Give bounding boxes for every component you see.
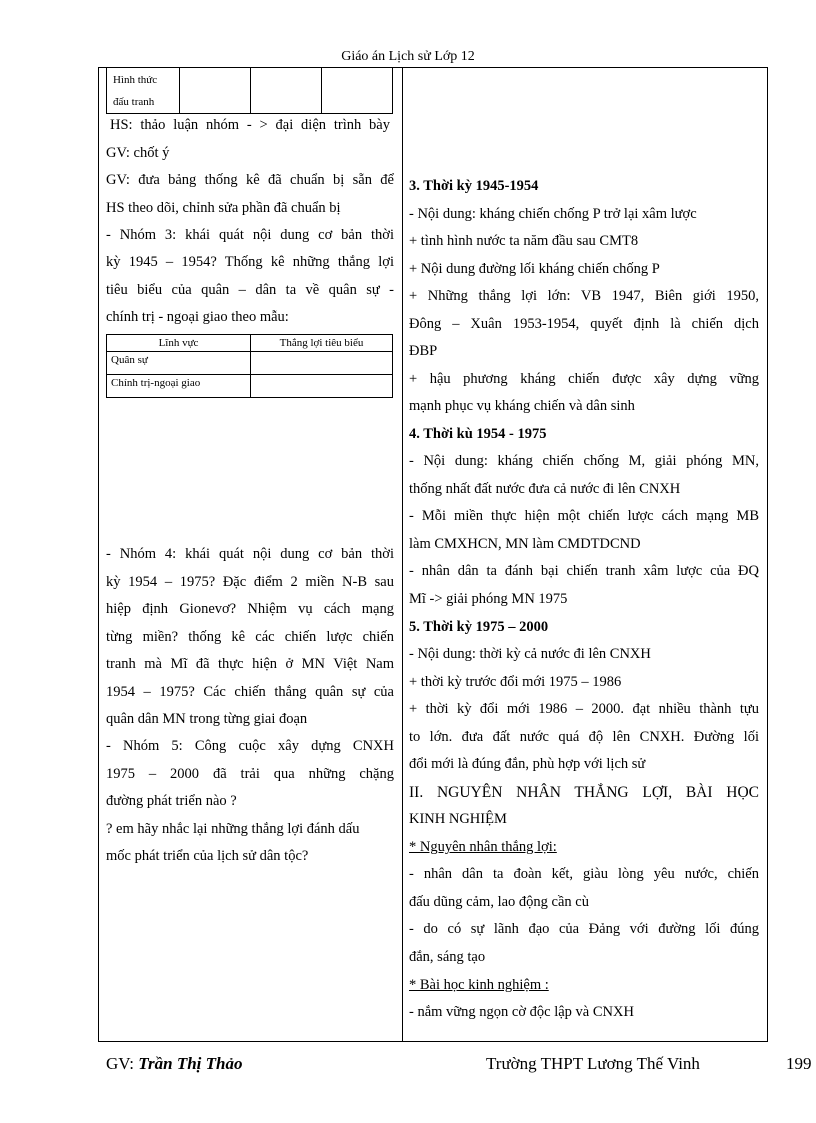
left-line: kỳ 1945 – 1954? Thống kê những thắng lợi xyxy=(106,254,394,270)
left-line: chính trị - ngoại giao theo mẫu: xyxy=(106,309,289,325)
right-line: + Những thắng lợi lớn: VB 1947, Biên giới 1950, xyxy=(409,288,759,304)
left-line: tranh mà Mĩ đã thực hiện ở MN Việt Nam xyxy=(106,656,394,672)
section-heading: 5. Thời kỳ 1975 – 2000 xyxy=(409,619,549,635)
left-line: GV: chốt ý xyxy=(106,145,170,161)
page-header-title: Giáo án Lịch sử Lớp 12 xyxy=(341,49,475,64)
subheading-causes: * Nguyên nhân thắng lợi: xyxy=(409,839,557,855)
left-line: HS: thảo luận nhóm - > đại diện trình bày xyxy=(110,117,390,133)
right-line: - nắm vững ngọn cờ độc lập và CNXH xyxy=(409,1004,634,1020)
victory-table-header: Thắng lợi tiêu biểu xyxy=(251,335,393,352)
right-line: - nhân dân ta đoàn kết, giàu lòng yêu nước, chiến xyxy=(409,866,759,882)
right-line: - Mỗi miền thực hiện một chiến lược cách mạng MB xyxy=(409,508,759,524)
right-line: - nhân dân ta đánh bại chiến tranh xâm lược của ĐQ xyxy=(409,563,759,579)
right-line: đổi mới là đúng đắn, phù hợp với lịch sử xyxy=(409,756,646,772)
left-line: hiệp định Gionevơ? Nhiệm vụ cách mạng xyxy=(106,601,394,617)
victory-table-row-label: Quân sự xyxy=(107,352,251,375)
footer-page-number: 199 xyxy=(786,1054,812,1073)
left-line: từng miền? thống kê các chiến lược chiến xyxy=(106,629,394,645)
left-line: - Nhóm 3: khái quát nội dung cơ bản thời xyxy=(106,227,394,243)
victory-table xyxy=(106,334,393,398)
right-line: to lớn. đưa đất nước quá độ lên CNXH. Đường lối xyxy=(409,729,759,745)
left-line: kỳ 1954 – 1975? Đặc điểm 2 miền N-B sau xyxy=(106,574,394,590)
top-table-label-2: đấu tranh xyxy=(113,96,155,108)
right-line: thống nhất đất nước đưa cả nước đi lên CNXH xyxy=(409,481,681,497)
section-heading: 3. Thời kỳ 1945-1954 xyxy=(409,178,539,194)
right-line: làm CMXHCN, MN làm CMDTDCND xyxy=(409,536,641,552)
footer-teacher xyxy=(106,1054,243,1074)
left-line: tiêu biểu của quân – dân ta về quân sự - xyxy=(106,282,394,298)
right-line: đắn, sáng tạo xyxy=(409,949,486,965)
left-line: quân dân MN trong từng giai đoạn xyxy=(106,711,308,727)
right-line: + thời kỳ trước đổi mới 1975 – 1986 xyxy=(409,674,622,690)
left-line: ? em hãy nhắc lại những thắng lợi đánh dấu xyxy=(106,821,360,837)
right-line: Mĩ -> giải phóng MN 1975 xyxy=(409,591,568,607)
footer-gv-label: GV: xyxy=(106,1054,135,1073)
right-line: + tình hình nước ta năm đầu sau CMT8 xyxy=(409,233,639,249)
footer-teacher-name: Trần Thị Thảo xyxy=(138,1054,243,1073)
right-line: + Nội dung đường lối kháng chiến chống P xyxy=(409,261,660,277)
left-line: GV: đưa bảng thống kê đã chuẩn bị sẵn để xyxy=(106,172,394,188)
right-line: ĐBP xyxy=(409,343,438,359)
right-line: đấu dũng cảm, lao động cần cù xyxy=(409,894,589,910)
left-line: - Nhóm 4: khái quát nội dung cơ bản thời xyxy=(106,546,394,562)
left-line: 1975 – 2000 đã trải qua những chặng xyxy=(106,766,394,782)
victory-table-cell xyxy=(251,352,393,375)
section-heading: II. NGUYÊN NHÂN THẮNG LỢI, BÀI HỌC xyxy=(409,784,759,801)
left-line: mốc phát triển của lịch sử dân tộc? xyxy=(106,848,309,864)
right-line: - Nội dung: thời kỳ cả nước đi lên CNXH xyxy=(409,646,651,662)
right-line: Đông – Xuân 1953-1954, quyết định là chiến dịch xyxy=(409,316,759,332)
right-line: - do có sự lãnh đạo của Đảng với đường lối đúng xyxy=(409,921,759,937)
right-line: mạnh phục vụ kháng chiến và dân sinh xyxy=(409,398,635,414)
footer-school: Trường THPT Lương Thế Vinh xyxy=(486,1054,700,1073)
right-line: - Nội dung: kháng chiến chống M, giải phóng MN, xyxy=(409,453,759,469)
subheading-lessons: * Bài học kinh nghiệm : xyxy=(409,977,549,993)
left-line: - Nhóm 5: Công cuộc xây dựng CNXH xyxy=(106,738,394,754)
victory-table-row-label: Chính trị-ngoại giao xyxy=(107,375,251,398)
right-line: - Nội dung: kháng chiến chống P trở lại xâm lược xyxy=(409,206,697,222)
left-line: đường phát triển nào ? xyxy=(106,793,237,809)
right-line: + thời kỳ đổi mới 1986 – 2000. đạt nhiều thành tựu xyxy=(409,701,759,717)
top-table-label-1: Hình thức xyxy=(113,74,158,86)
section-heading: 4. Thời kù 1954 - 1975 xyxy=(409,426,547,442)
left-line: 1954 – 1975? Các chiến thắng quân sự của xyxy=(106,684,394,700)
victory-table-cell xyxy=(251,375,393,398)
victory-table-header: Lĩnh vực xyxy=(107,335,251,352)
top-table xyxy=(106,67,393,114)
right-line: + hậu phương kháng chiến được xây dựng vững xyxy=(409,371,759,387)
section-heading: KINH NGHIỆM xyxy=(409,811,507,827)
left-line: HS theo dõi, chỉnh sửa phần đã chuẩn bị xyxy=(106,200,341,216)
column-divider xyxy=(402,67,403,1042)
